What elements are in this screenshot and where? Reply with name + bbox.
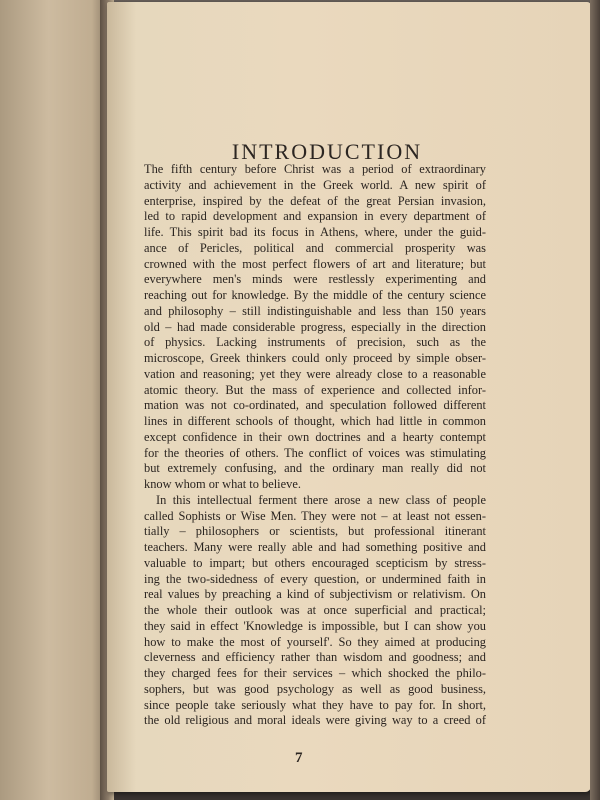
text-line: how to make the most of yourself'. So they aimed at producing — [144, 634, 486, 649]
text-line: vation and reasoning; yet they were already close to a reasonable — [144, 366, 486, 381]
text-line: the old religious and moral ideals were giving way to a creed of — [144, 713, 486, 728]
text-line: cleverness and efficiency rather than wisdom and goodness; and — [144, 650, 486, 665]
text-line: since people take seriously what they have to pay for. In short, — [144, 697, 486, 712]
text-line: and philosophy – still indistinguishable and less than 150 years — [144, 303, 486, 318]
text-line: for the theories of others. The conflict of voices was stimulating — [144, 445, 486, 460]
text-line: teachers. Many were really able and had something positive and — [144, 540, 486, 554]
page-right-edge — [590, 0, 600, 800]
text-line: of physics. Lacking instruments of precision, such as the — [144, 335, 486, 350]
text-line: enterprise, inspired by the defeat of the great Persian invasion, — [144, 193, 486, 208]
text-line: ing the two-sidedness of every question, or undermined faith in — [144, 571, 486, 586]
text-line: atomic theory. But the mass of experience and collected infor- — [144, 382, 486, 397]
text-line: called Sophists or Wise Men. They were not – at least not essen- — [144, 508, 486, 523]
text-line: old – had made considerable progress, especially in the direction — [144, 319, 486, 334]
text-line: know whom or what to believe. — [144, 477, 301, 491]
text-line: The fifth century before Christ was a period of extraordinary — [144, 162, 486, 176]
text-line: real values by preaching a kind of subjectivism or relativism. On — [144, 587, 486, 602]
left-page-edge — [0, 0, 108, 800]
text-line: except confidence in their own doctrines and a hearty contempt — [144, 429, 486, 444]
text-line: valuable to impart; but others encouraged scepticism by stress- — [144, 555, 486, 570]
text-line: they said in effect 'Knowledge is impossible, but I can show you — [144, 618, 486, 633]
text-line: In this intellectual ferment there arose a new class of people — [156, 492, 486, 507]
text-line: lines in different schools of thought, which had little in common — [144, 414, 486, 428]
text-line: sophers, but was good psychology as well as good business, — [144, 681, 486, 696]
page-number: 7 — [295, 750, 303, 766]
text-line: crowned with the most perfect flowers of art and literature; but — [144, 256, 486, 271]
text-line: everywhere men's minds were restlessly experimenting and — [144, 272, 486, 287]
text-line: microscope, Greek thinkers could only proceed by simple obser- — [144, 351, 486, 365]
text-line: they charged fees for their services – which shocked the philo- — [144, 666, 486, 680]
text-line: mation was not co-ordinated, and speculation followed different — [144, 398, 486, 413]
text-line: but extremely confusing, and the ordinary man really did not — [144, 461, 486, 476]
text-line: the whole their outlook was at once superficial and practical; — [144, 603, 486, 617]
body-text — [144, 162, 486, 729]
text-line: ance of Pericles, political and commercial prosperity was — [144, 240, 486, 255]
chapter-title: INTRODUCTION — [231, 139, 423, 164]
text-line: led to rapid development and expansion in every department of — [144, 209, 486, 224]
text-line: activity and achievement in the Greek world. A new spirit of — [144, 177, 486, 192]
text-line: reaching out for knowledge. By the middle of the century science — [144, 288, 486, 302]
text-line: life. This spirit bad its focus in Athens, where, under the guid- — [144, 225, 486, 239]
text-line: tially – philosophers or scientists, but professional itinerant — [144, 524, 486, 539]
